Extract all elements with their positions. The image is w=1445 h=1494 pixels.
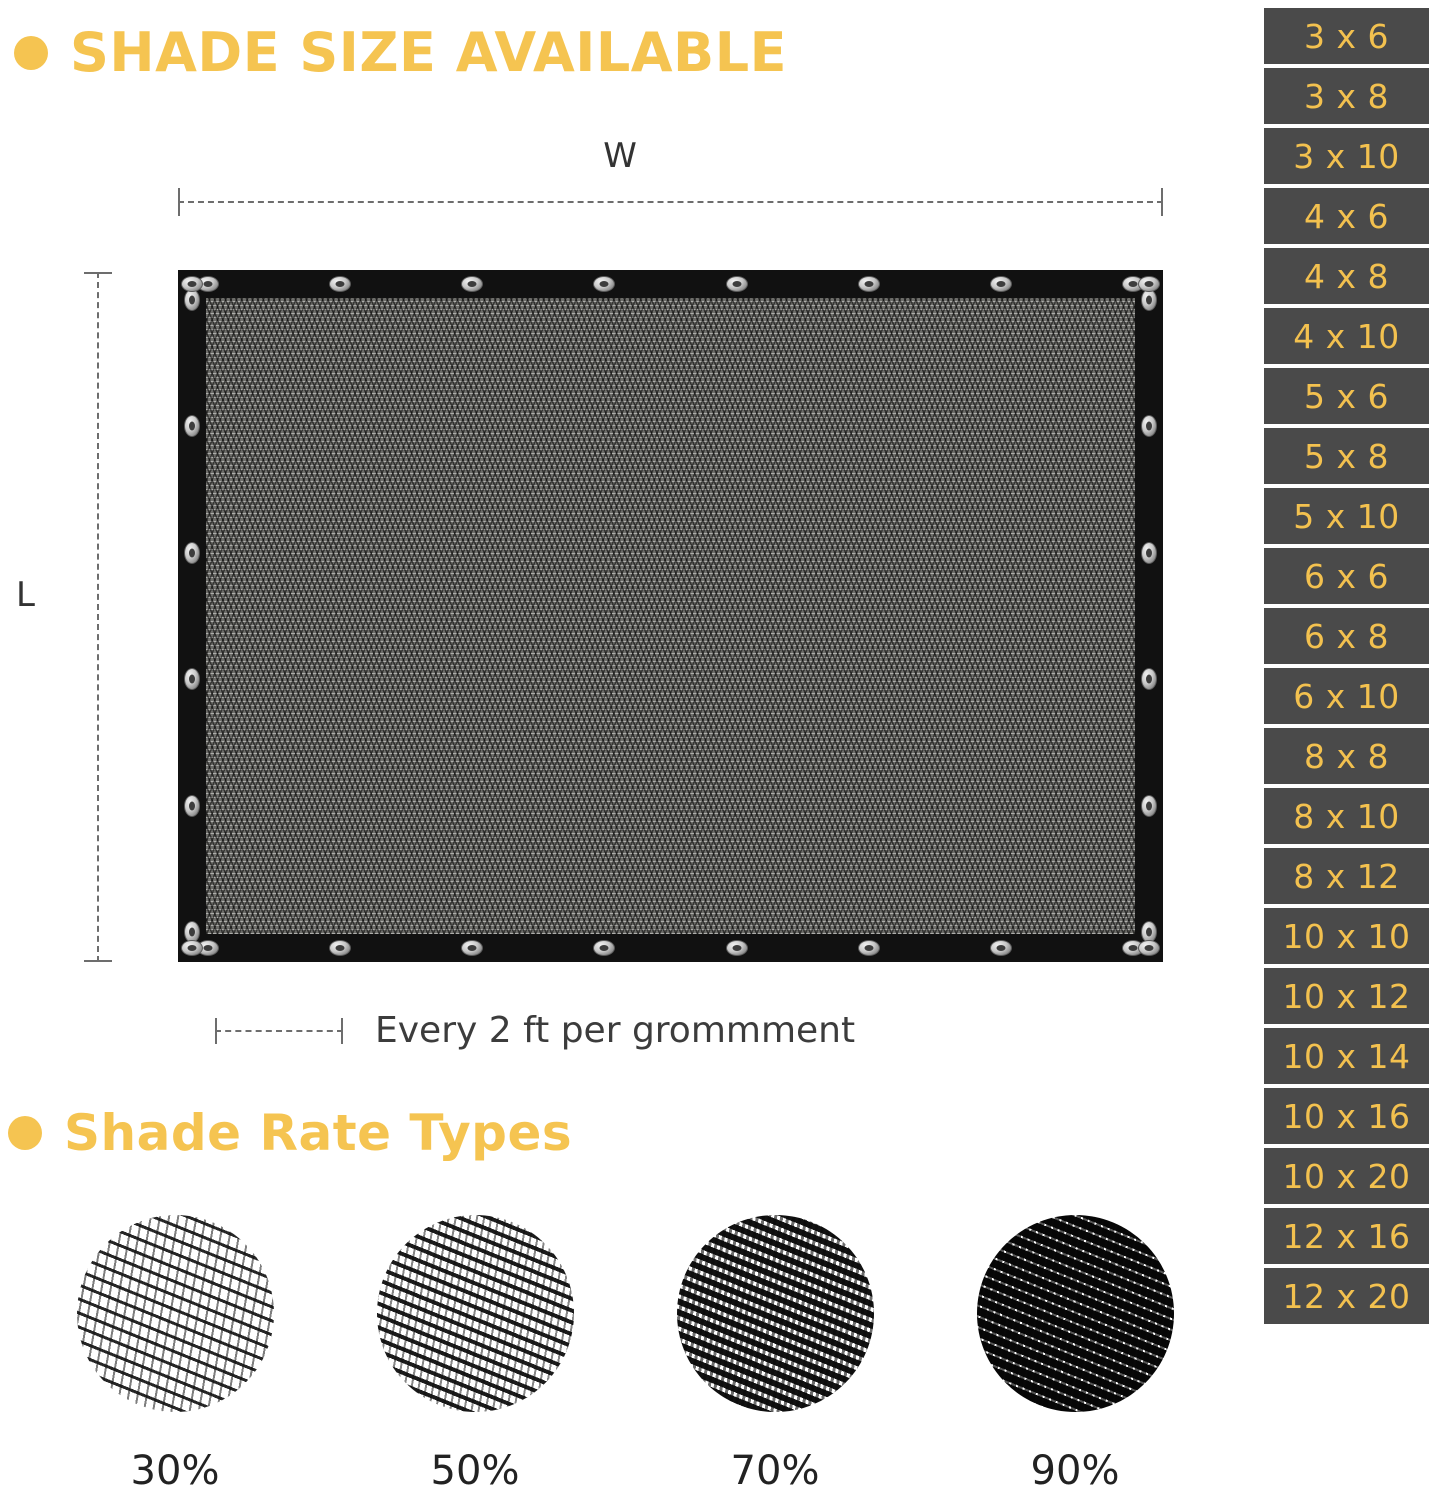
bullet-dot-icon xyxy=(14,36,48,70)
size-list xyxy=(1264,8,1429,1324)
shade-rate-item[interactable] xyxy=(60,1215,290,1494)
shade-rate-item[interactable] xyxy=(960,1215,1190,1494)
length-label: L xyxy=(16,575,35,615)
width-label: W xyxy=(603,136,637,176)
grommet-icon xyxy=(461,276,483,292)
size-option[interactable]: 4 x 6 xyxy=(1264,188,1429,244)
grommet-icon xyxy=(184,668,200,690)
width-dimension-dashes xyxy=(178,201,1163,203)
size-option[interactable]: 6 x 10 xyxy=(1264,668,1429,724)
grommet-icon xyxy=(181,940,203,956)
shade-cloth-illustration xyxy=(178,270,1163,962)
grommet-icon xyxy=(726,276,748,292)
shade-rate-item[interactable] xyxy=(360,1215,590,1494)
size-option[interactable]: 6 x 6 xyxy=(1264,548,1429,604)
size-option[interactable]: 5 x 6 xyxy=(1264,368,1429,424)
shade-rate-label: 30% xyxy=(130,1448,220,1494)
shade-rate-item[interactable] xyxy=(660,1215,890,1494)
grommet-icon xyxy=(461,940,483,956)
grommet-icon xyxy=(1141,415,1157,437)
grommet-icon xyxy=(593,276,615,292)
shade-rate-label: 70% xyxy=(730,1448,820,1494)
grommet-icon xyxy=(990,276,1012,292)
size-option[interactable]: 3 x 8 xyxy=(1264,68,1429,124)
grommet-icon xyxy=(858,940,880,956)
shade-rate-heading xyxy=(8,1104,573,1162)
main-heading-label: SHADE SIZE AVAILABLE xyxy=(70,21,788,84)
grommet-icon xyxy=(184,415,200,437)
main-heading xyxy=(14,21,788,84)
length-dimension-line xyxy=(84,272,112,962)
grommet-icon xyxy=(1141,542,1157,564)
grommet-icon xyxy=(990,940,1012,956)
shade-rate-label: 90% xyxy=(1030,1448,1120,1494)
width-dimension-line xyxy=(178,188,1163,216)
size-option[interactable]: 10 x 12 xyxy=(1264,968,1429,1024)
grommet-icon xyxy=(726,940,748,956)
shade-rate-label: 50% xyxy=(430,1448,520,1494)
size-option[interactable]: 12 x 20 xyxy=(1264,1268,1429,1324)
size-option[interactable]: 10 x 10 xyxy=(1264,908,1429,964)
grommet-icon xyxy=(184,542,200,564)
size-option[interactable]: 5 x 8 xyxy=(1264,428,1429,484)
grommet-spacing-dimension xyxy=(215,1018,343,1044)
size-option[interactable]: 10 x 14 xyxy=(1264,1028,1429,1084)
shade-dimension-diagram xyxy=(0,120,1240,1080)
size-option[interactable]: 10 x 16 xyxy=(1264,1088,1429,1144)
width-dimension-tick-right xyxy=(1161,188,1163,216)
grommet-icon xyxy=(181,276,203,292)
grommet-icon xyxy=(329,940,351,956)
grommet-icon xyxy=(1141,668,1157,690)
size-option[interactable]: 10 x 20 xyxy=(1264,1148,1429,1204)
mesh-fabric xyxy=(206,298,1135,934)
grommet-icon xyxy=(184,795,200,817)
length-dimension-dashes xyxy=(97,272,99,962)
grommet-icon xyxy=(1141,289,1157,311)
mesh-swatch-90 xyxy=(977,1215,1174,1412)
mesh-swatch-30 xyxy=(77,1215,274,1412)
size-option[interactable]: 12 x 16 xyxy=(1264,1208,1429,1264)
size-option[interactable]: 5 x 10 xyxy=(1264,488,1429,544)
grommet-icon xyxy=(593,940,615,956)
size-option[interactable]: 8 x 10 xyxy=(1264,788,1429,844)
bullet-dot-icon xyxy=(8,1116,42,1150)
grommet-icon xyxy=(184,289,200,311)
size-option[interactable]: 3 x 10 xyxy=(1264,128,1429,184)
grommet-icon xyxy=(858,276,880,292)
shade-rate-heading-label: Shade Rate Types xyxy=(64,1104,573,1162)
grommet-icon xyxy=(1141,795,1157,817)
size-option[interactable]: 6 x 8 xyxy=(1264,608,1429,664)
grommet-spacing-tick-right xyxy=(341,1018,343,1044)
size-option[interactable]: 4 x 8 xyxy=(1264,248,1429,304)
grommet-icon xyxy=(1138,276,1160,292)
size-option[interactable]: 8 x 8 xyxy=(1264,728,1429,784)
size-option[interactable]: 4 x 10 xyxy=(1264,308,1429,364)
mesh-swatch-70 xyxy=(677,1215,874,1412)
shade-rate-list xyxy=(60,1215,1190,1494)
grommet-icon xyxy=(329,276,351,292)
length-dimension-tick-bottom xyxy=(84,960,112,962)
grommet-spacing-note xyxy=(215,1010,855,1051)
size-option[interactable]: 3 x 6 xyxy=(1264,8,1429,64)
grommet-spacing-dashes xyxy=(215,1030,343,1032)
mesh-swatch-50 xyxy=(377,1215,574,1412)
size-option[interactable]: 8 x 12 xyxy=(1264,848,1429,904)
grommet-icon xyxy=(1138,940,1160,956)
grommet-spacing-label: Every 2 ft per grommment xyxy=(375,1010,856,1051)
